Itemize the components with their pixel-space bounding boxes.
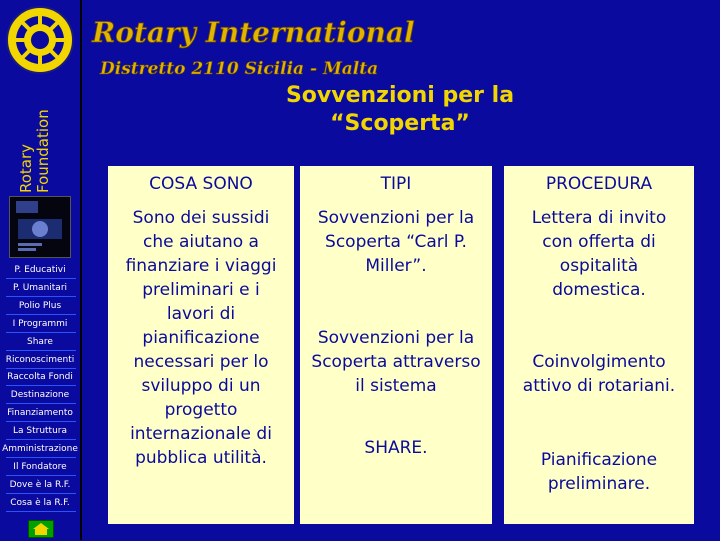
nav-separator <box>6 278 76 279</box>
column-header-procedura: PROCEDURA <box>545 174 653 194</box>
tipi-item-1: Sovvenzioni per la Scoperta “Carl P. Miller”. <box>317 208 475 276</box>
procedura-item-1: Lettera di invito con offerta di ospitalità domestica. <box>531 208 667 300</box>
sidebar-nav-item[interactable]: Amministrazione <box>2 444 78 454</box>
home-button[interactable] <box>28 520 54 538</box>
nav-separator <box>6 385 76 386</box>
sidebar-nav-item[interactable]: Il Fondatore <box>13 462 67 472</box>
tipi-item-3: SHARE. <box>364 438 428 458</box>
nav-separator <box>6 457 76 458</box>
foundation-poster-image <box>9 196 71 258</box>
title-line1: Sovvenzioni per la <box>285 83 515 108</box>
sidebar-nav-item[interactable]: Raccolta Fondi <box>7 372 73 382</box>
sidebar <box>0 0 80 540</box>
sidebar-nav-item[interactable]: Polio Plus <box>18 301 62 311</box>
nav-separator <box>6 421 76 422</box>
nav-separator <box>6 439 76 440</box>
sidebar-nav-item[interactable]: I Programmi <box>12 319 68 329</box>
sidebar-nav-item[interactable]: Finanziamento <box>7 408 73 418</box>
column-header-cosa-sono: COSA SONO <box>149 174 253 194</box>
nav-separator <box>6 296 76 297</box>
column-header-tipi: TIPI <box>380 174 412 194</box>
cosa-sono-text: Sono dei sussidi che aiutano a finanziare i viaggi preliminari e i lavori di pianificazione necessari per lo sviluppo di un progetto internazionale di pubblica utilità. <box>125 208 277 468</box>
nav-separator <box>6 332 76 333</box>
nav-separator <box>6 314 76 315</box>
sidebar-nav-item[interactable]: Cosa è la R.F. <box>10 498 70 508</box>
page-title <box>250 82 550 138</box>
rotary-international-logo <box>88 10 415 82</box>
sidebar-vertical-title <box>18 109 52 193</box>
sidebar-nav-item[interactable]: P. Educativi <box>14 265 66 275</box>
nav-separator <box>6 403 76 404</box>
column-procedura <box>504 166 694 524</box>
nav-separator <box>6 475 76 476</box>
vertical-title-line2: Foundation <box>34 109 52 193</box>
district-name: Distretto 2110 Sicilia - Malta <box>100 59 379 79</box>
sidebar-divider <box>80 0 82 540</box>
procedura-item-3: Pianificazione preliminare. <box>540 450 658 494</box>
title-line2: “Scoperta” <box>330 111 470 136</box>
sidebar-nav-item[interactable]: Share <box>27 337 53 347</box>
nav-separator <box>6 511 76 512</box>
vertical-title-line1: Rotary <box>17 143 35 193</box>
column-tipi <box>300 166 492 524</box>
sidebar-nav-item[interactable]: La Struttura <box>12 426 67 436</box>
sidebar-nav-item[interactable]: Destinazione <box>10 390 70 400</box>
tipi-item-2: Sovvenzioni per la Scoperta attraverso il sistema <box>311 328 481 396</box>
rotary-wheel-logo <box>4 4 76 76</box>
procedura-item-2: Coinvolgimento attivo di rotariani. <box>522 352 676 396</box>
column-cosa-sono <box>108 166 294 524</box>
nav-separator <box>6 493 76 494</box>
sidebar-nav-item[interactable]: Dove è la R.F. <box>9 480 71 490</box>
sidebar-nav-item[interactable]: P. Umanitari <box>12 283 68 293</box>
sidebar-nav-item[interactable]: Riconoscimenti <box>5 355 75 365</box>
org-name: Rotary International <box>92 16 415 49</box>
nav-separator <box>6 350 76 351</box>
home-icon <box>29 521 53 537</box>
